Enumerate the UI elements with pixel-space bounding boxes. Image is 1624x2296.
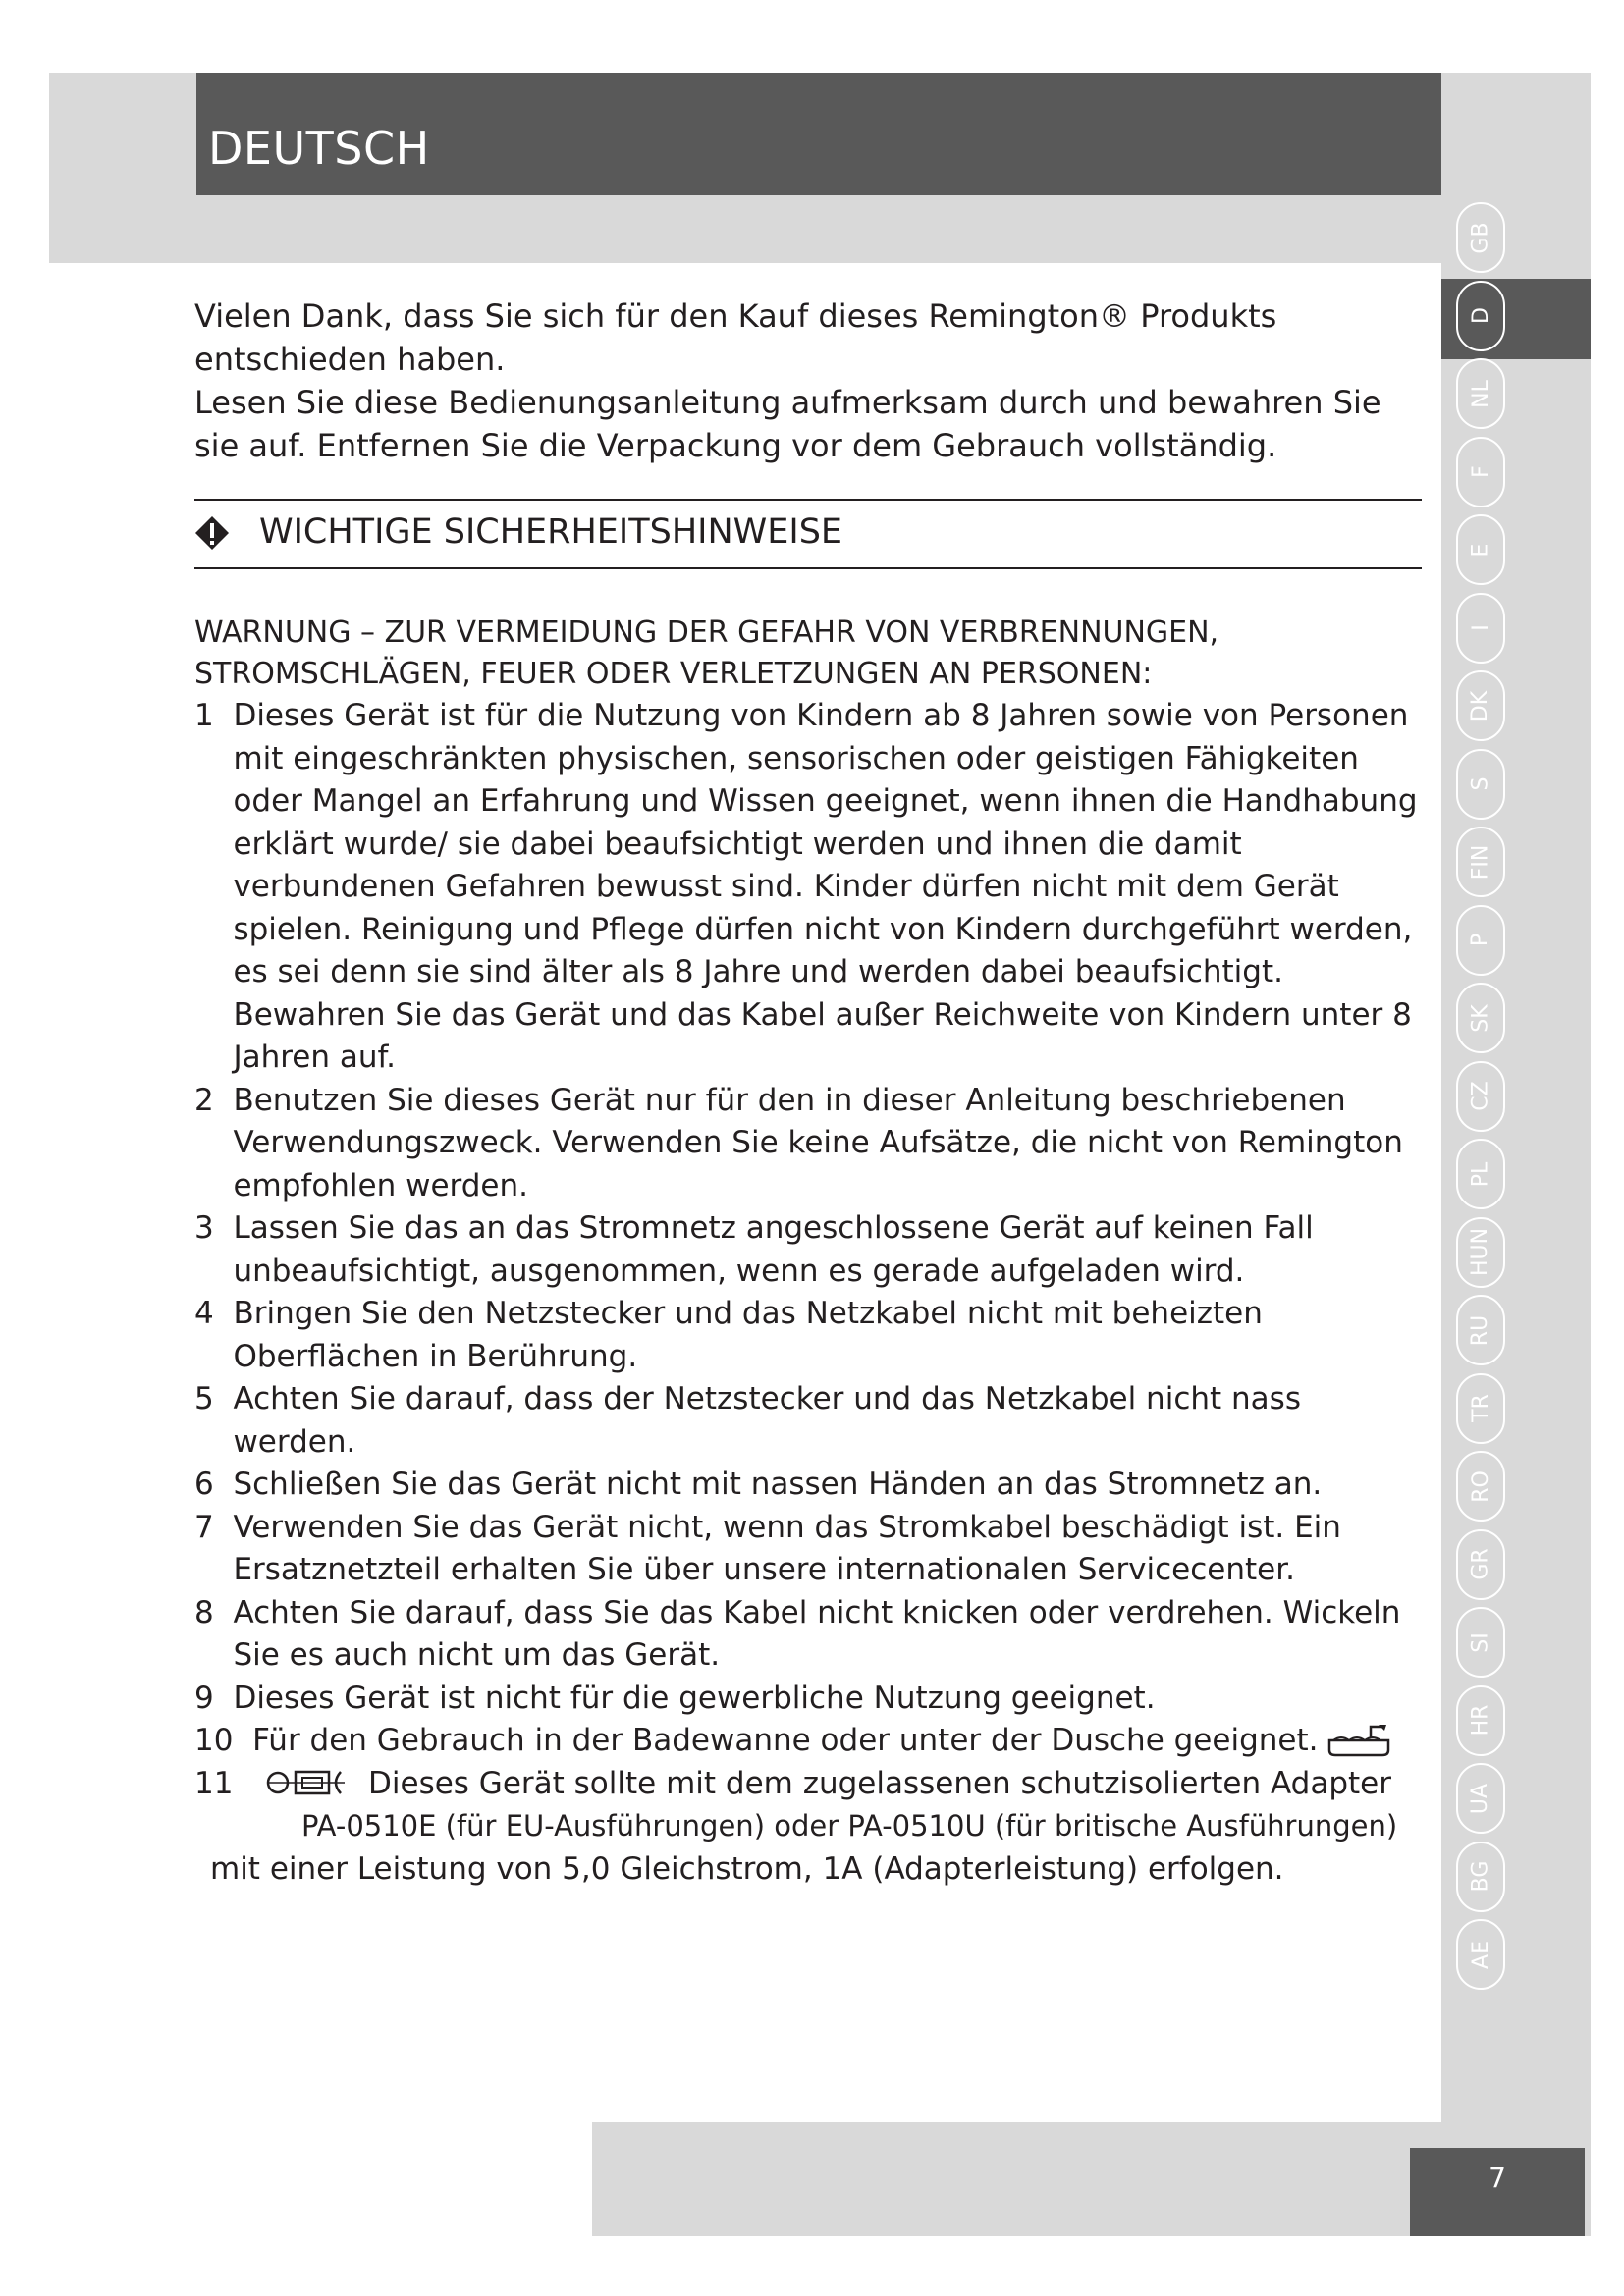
language-tab-cz[interactable]	[1456, 1061, 1505, 1132]
language-tab-ro[interactable]	[1456, 1451, 1505, 1522]
list-item	[194, 1763, 1422, 1848]
item-text: Achten Sie darauf, dass der Netzstecker und das Netzkabel nicht nass werden.	[233, 1381, 1301, 1460]
language-tab-nl[interactable]	[1456, 358, 1505, 429]
item-number: 4	[194, 1296, 214, 1331]
list-item	[194, 1507, 1422, 1592]
item-text: Dieses Gerät ist nicht für die gewerbliche Nutzung geeignet.	[233, 1680, 1156, 1716]
item-number: 10	[194, 1723, 234, 1758]
language-tab-bg[interactable]	[1456, 1842, 1505, 1912]
language-tab-label: HUN	[1468, 1227, 1493, 1277]
item-number: 5	[194, 1381, 214, 1416]
language-tab-label: SI	[1468, 1631, 1493, 1653]
language-tab-hun[interactable]	[1456, 1217, 1505, 1288]
item-number: 11	[194, 1765, 234, 1801]
language-tab-label: UA	[1468, 1783, 1493, 1814]
list-item	[194, 1720, 1422, 1763]
language-tab-label: BG	[1468, 1860, 1493, 1893]
item-text-line3: mit einer Leistung von 5,0 Gleichstrom, 1A (Adapterleistung) erfolgen.	[210, 1850, 1284, 1887]
item-number: 2	[194, 1082, 214, 1118]
language-tab-si[interactable]	[1456, 1607, 1505, 1678]
language-tab-p[interactable]	[1456, 905, 1505, 976]
language-tab-gb[interactable]	[1456, 202, 1505, 273]
item-text	[262, 1763, 1422, 1848]
item-number: 7	[194, 1509, 214, 1545]
intro-thanks: Vielen Dank, dass Sie sich für den Kauf dieses Remington® Produkts entschieden haben.	[194, 297, 1277, 378]
language-tab-label: E	[1468, 543, 1493, 557]
language-tab-label: GB	[1468, 221, 1493, 254]
safety-heading	[194, 499, 1422, 569]
language-tab-ru[interactable]	[1456, 1295, 1505, 1365]
language-tab-ae[interactable]	[1456, 1919, 1505, 1990]
language-tab-label: CZ	[1468, 1081, 1493, 1111]
page-number-box	[1410, 2148, 1585, 2236]
language-tab-hr[interactable]	[1456, 1685, 1505, 1756]
item-number: 9	[194, 1680, 214, 1716]
intro	[194, 294, 1422, 467]
item-text: Benutzen Sie dieses Gerät nur für den in dieser Anleitung beschriebenen Verwendungszweck. Verwenden Sie keine Aufsätze, die nicht von Remington empfohlen werden.	[233, 1082, 1403, 1203]
item-text-line1: Dieses Gerät sollte mit dem zugelassenen schutzisolierten Adapter	[368, 1765, 1391, 1801]
item-text: Bringen Sie den Netzstecker und das Netzkabel nicht mit beheizten Oberflächen in Berührung.	[233, 1296, 1263, 1374]
language-tab-label: P	[1468, 933, 1493, 947]
language-tab-s[interactable]	[1456, 749, 1505, 820]
language-tab-fin[interactable]	[1456, 827, 1505, 897]
language-tab-tr[interactable]	[1456, 1373, 1505, 1444]
main-content	[194, 294, 1422, 1891]
language-tab-e[interactable]	[1456, 514, 1505, 585]
item-text-line2: PA-0510E (für EU-Ausführungen) oder PA-0510U (für britische Ausführungen)	[301, 1809, 1398, 1842]
item-number: 6	[194, 1467, 214, 1502]
item-text: Lassen Sie das an das Stromnetz angeschlossene Gerät auf keinen Fall unbeaufsichtigt, ausgenommen, wenn es gerade aufgeladen wird.	[233, 1210, 1314, 1289]
language-tab-pl[interactable]	[1456, 1139, 1505, 1209]
item-number: 3	[194, 1210, 214, 1246]
item-text: Dieses Gerät ist für die Nutzung von Kindern ab 8 Jahren sowie von Personen mit eingeschränkten physischen, sensorischen oder geistigen Fähigkeiten oder Mangel an Erfahrung und Wissen geeignet, wenn ihnen die Handhabung erklärt wurde/ sie dabei beaufsichtigt werden und ihnen die damit verbundenen Gefahren bewusst sind. Kinder dürfen nicht mit dem Gerät spielen. Reinigung und Pflege dürfen nicht von Kindern durchgeführt werden, es sei denn sie sind älter als 8 Jahre und werden dabei beaufsichtigt. Bewahren Sie das Gerät und das Kabel außer Reichweite von Kindern unter 8 Jahren auf.	[233, 698, 1418, 1075]
list-item	[194, 1464, 1422, 1507]
language-tab-ua[interactable]	[1456, 1763, 1505, 1834]
item-text: Verwenden Sie das Gerät nicht, wenn das Stromkabel beschädigt ist. Ein Ersatznetzteil erhalten Sie über unsere internationalen Servicecenter.	[233, 1509, 1341, 1587]
list-item	[194, 1592, 1422, 1678]
safety-list	[194, 695, 1422, 1891]
item-number: 1	[194, 698, 214, 733]
item-text	[252, 1720, 1422, 1763]
bath-shower-icon	[1327, 1723, 1390, 1758]
class-ii-adapter-icon	[266, 1766, 364, 1799]
language-tab-label: AE	[1468, 1940, 1493, 1969]
language-tab-label: I	[1468, 624, 1493, 631]
item-number: 8	[194, 1594, 214, 1630]
list-item	[194, 1293, 1422, 1378]
list-item	[194, 1678, 1422, 1721]
language-tab-label: RU	[1468, 1314, 1493, 1346]
language-tab-i[interactable]	[1456, 593, 1505, 664]
item-text-content: Für den Gebrauch in der Badewanne oder unter der Dusche geeignet.	[252, 1723, 1319, 1758]
language-tab-label: PL	[1468, 1161, 1493, 1187]
warning-text: WARNUNG – ZUR VERMEIDUNG DER GEFAHR VON VERBRENNUNGEN, STROMSCHLÄGEN, FEUER ODER VERLETZUNGEN AN PERSONEN:	[194, 615, 1219, 691]
page-title: DEUTSCH	[208, 122, 430, 175]
intro-instructions: Lesen Sie diese Bedienungsanleitung aufmerksam durch und bewahren Sie sie auf. Entfernen Sie die Verpackung vor dem Gebrauch vollständig.	[194, 384, 1381, 464]
language-tab-label: HR	[1468, 1704, 1493, 1736]
list-item	[194, 695, 1422, 1080]
list-item	[194, 1080, 1422, 1208]
item-text: Achten Sie darauf, dass Sie das Kabel nicht knicken oder verdrehen. Wickeln Sie es auch nicht um das Gerät.	[233, 1594, 1401, 1673]
language-tab-label: D	[1468, 307, 1493, 324]
language-tab-label: DK	[1468, 690, 1493, 721]
language-tab-label: GR	[1468, 1548, 1493, 1580]
language-tab-label: S	[1468, 776, 1493, 791]
page-number: 7	[1489, 2162, 1506, 2194]
language-tab-label: FIN	[1468, 844, 1493, 880]
language-tab-label: RO	[1468, 1469, 1493, 1503]
header-bar	[196, 73, 1441, 195]
language-tab-label: F	[1468, 465, 1493, 478]
list-item	[194, 1378, 1422, 1464]
item-text: Schließen Sie das Gerät nicht mit nassen Händen an das Stromnetz an.	[233, 1467, 1323, 1502]
safety-heading-text: WICHTIGE SICHERHEITSHINWEISE	[259, 512, 843, 552]
warning-diamond-icon	[194, 515, 230, 551]
language-tab-gr[interactable]	[1456, 1529, 1505, 1600]
language-tab-dk[interactable]	[1456, 670, 1505, 741]
language-tab-d[interactable]	[1456, 281, 1505, 351]
language-tab-label: NL	[1468, 379, 1493, 408]
language-tab-label: TR	[1468, 1394, 1493, 1422]
list-item-continuation	[194, 1848, 1422, 1892]
language-tab-f[interactable]	[1456, 437, 1505, 507]
language-tab-label: SK	[1468, 1003, 1493, 1033]
language-tab-sk[interactable]	[1456, 983, 1505, 1053]
list-item	[194, 1207, 1422, 1293]
